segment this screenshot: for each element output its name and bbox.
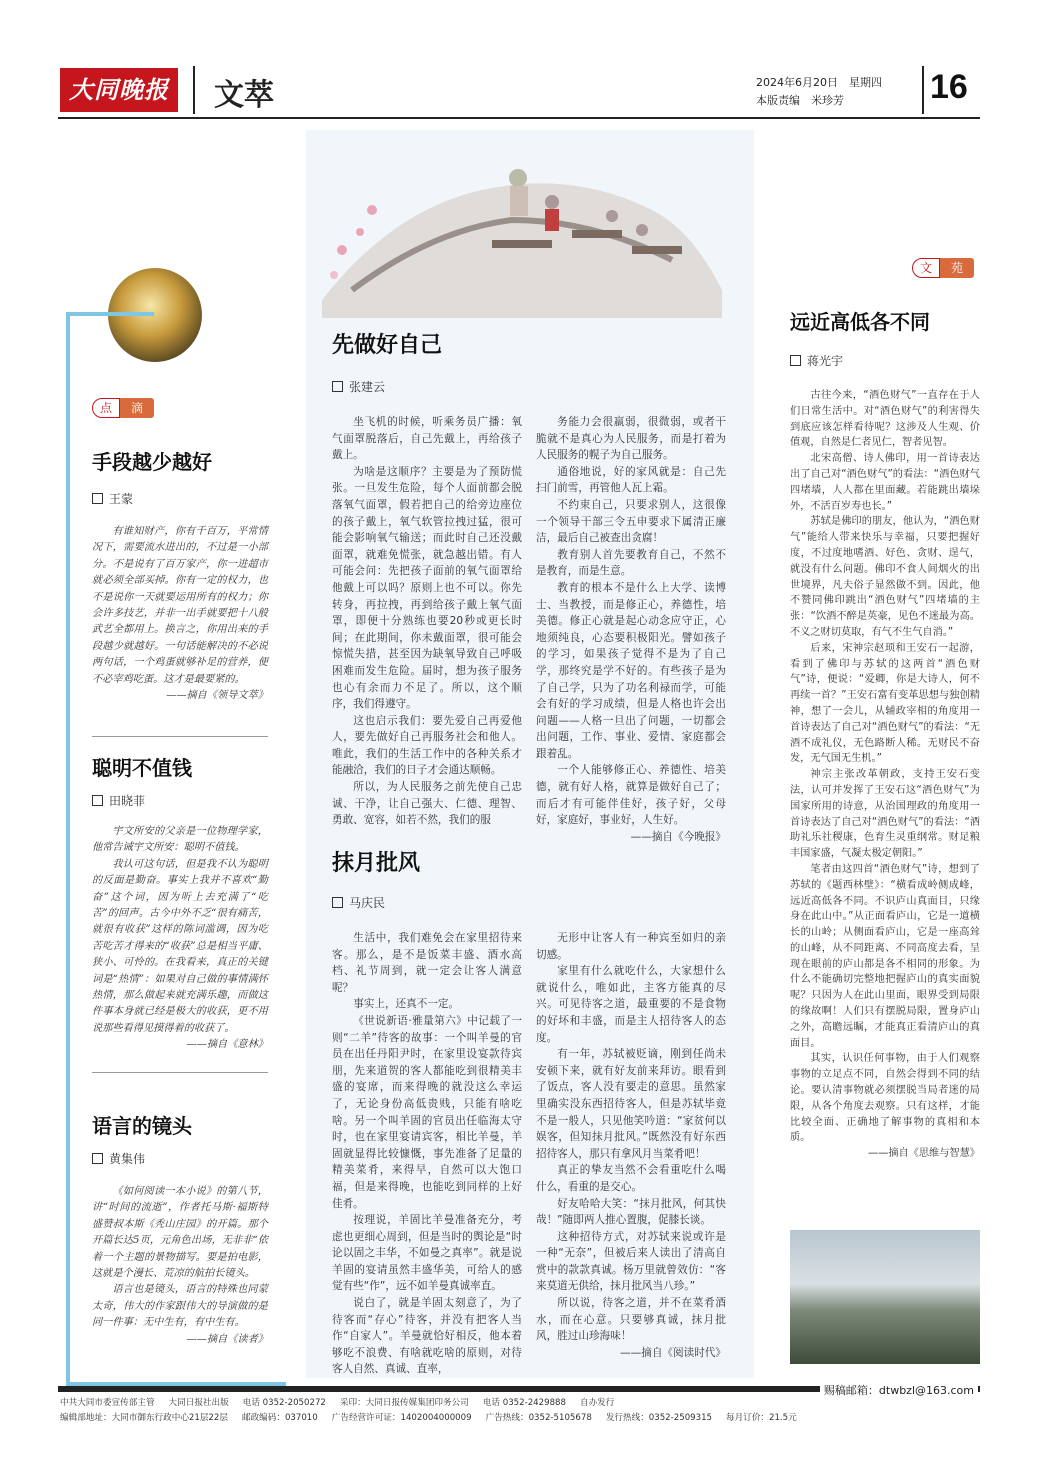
- article-title: 先做好自己: [332, 332, 443, 358]
- header-rule: [58, 117, 980, 119]
- article-title: 聪明不值钱: [92, 756, 192, 780]
- article-byline: 张建云: [332, 378, 385, 395]
- header-separator: [193, 66, 195, 114]
- article-byline: 田晓菲: [92, 792, 145, 809]
- article-byline: 黄集伟: [92, 1150, 145, 1167]
- page-number: 16: [930, 68, 968, 106]
- article-title: 抹月批风: [332, 850, 421, 876]
- article-title: 手段越少越好: [92, 450, 212, 474]
- article-title: 远近高低各不同: [790, 310, 930, 334]
- column-tag-dianzhi: 点 滴: [92, 398, 154, 418]
- article-byline: 马庆民: [332, 894, 385, 911]
- article-body-col1: 生活中，我们难免会在家里招待来客。那么，是不是饭菜丰盛、酒水高档、礼节周到，就一定会让客人满意呢？ 事实上，还真不一定。 《世说新语·雅量第六》中记载了一则“二羊”待客的故事：一个叫羊曼的官员在出任丹阳尹时，在家里设宴款待宾朋，先来道贺的客人都能吃到很精美丰盛的宴席，而来得晚的就没这么幸运了，无论身份高低贵贱，只能有啥吃啥。另一个叫羊固的官员出任临海太守时，也在家里宴请宾客，相比羊曼，羊固就显得比较慷慨，事先准备了足量的精美菜肴，来得早，自然可以大饱口福，但是来得晚，也能吃到同样的上好佳肴。 按理说，羊固比羊曼准备充分，考虑也更细心周到，但是当时的舆论是“时论以固之丰华，不如曼之真率”。就是说羊固的宴请虽然丰盛华美，可给人的感觉有些“作”，远不如羊曼真诚率直。 说白了，就是羊固太刻意了，为了待客而“存心”待客，并没有把客人当作“自家人”。羊曼就恰好相反，他本着够吃不浪费、有啥就吃啥的原则，对待客人自然、真诚、直率，: [332, 932, 522, 1376]
- contribution-email[interactable]: 赐稿邮箱：dtwbzl@163.com: [820, 1382, 978, 1398]
- article-divider: [92, 736, 268, 737]
- mountain-photo: [790, 1230, 980, 1364]
- article-body: 《如何阅读一本小说》的第八节，讲“时间的流逝”，作者托马斯·福斯特盛赞叔本斯《秃山庄园》的开篇。那个开篇长达5页，元角色出场，无非非“依着一个主题的景物描写。要是拍电影，这就是个漫长、荒凉的航拍长镜头。 语言也是镜头，语言的特殊也同蒙太奇，伟大的作家跟伟大的导演做的是同一件事：无中生有，有中生有。 ——摘自《读者》: [92, 1186, 268, 1345]
- article-divider: [92, 1072, 268, 1073]
- article-body: 古往今来，“酒色财气”一直存在于人们日常生活中。对“酒色财气”的利害得失到底应该怎样看待呢？这涉及人生观、价值观，自然是仁者见仁，智者见智。 北宋高僧、诗人佛印，用一首诗表达出了自己对“酒色财气”的看法：“酒色财气四堵墙，人人都在里面藏。若能跳出墙垛外，不活百岁寿也长。” 苏轼是佛印的朋友，他认为，“酒色财气”能给人带来快乐与幸福，只要把握好度，不过度地嗜酒、好色、贪财、逞气，就没有什么问题。佛印不食人间烟火的出世境界，凡夫俗子显然做不到。因此，他不赞同佛印跳出“酒色财气”四堵墙的主张：“饮酒不醉是英豪，见色不迷最为高。不义之财切莫取，有气不生气自消。” 后来，宋神宗赵顼和王安石一起游，看到了佛印与苏轼的这两首“酒色财气”诗，便说：“爱卿，你是大诗人，何不再续一首？”王安石富有变革思想与独创精神，想了一会儿，从辅政宰相的角度用一首诗表达了自己对“酒色财气”的看法：“无酒不成礼仪，无色路断人稀。无财民不奋发，无气国无生机。” 神宗主张改革朝政，支持王安石变法，认可并发挥了王安石这“酒色财气”为国家所用的诗意，从治国理政的角度用一首诗表达了自己对“酒色财气”的看法：“酒助礼乐社稷康，色育生灵重纲常。财足粮丰国家盛，气凝太极定朝阳。” 笔者由这四首“酒色财气”诗，想到了苏轼的《题西林壁》：“横看成岭侧成峰，远近高低各不同。不识庐山真面目，只缘身在此山中。”从正面看庐山，它是一道横长的山岭；从侧面看庐山，它是一座高耸的山峰，从不同距离、不同高度去看，呈现在眼前的庐山都是各不相同的形象。为什么不能确切完整地把握庐山的真实面貌呢？只因为人在此山里面，眼界受到局限的缘故啊！人们只有摆脱局限，置身庐山之外，高瞻远瞩，才能真正看清庐山的真面目。 其实，认识任何事物，由于人们观察事物的立足点不同，自然会得到不同的结论。要认清事物就必须摆脱当局者迷的局限，从各个角度去观察。只有这样，才能比较全面、正确地了解事物的真相和本质。 ——摘自《思维与智慧》: [790, 390, 980, 1160]
- article-body-col2: 务能力会很羸弱，很微弱，或者干脆就不是真心为人民服务，而是打着为人民服务的幌子为自己服务。 通俗地说，好的家风就是：自己先扫门前雪，再管他人瓦上霜。 不约束自己，只要求别人，这很像一个领导干部三令五申要求下属清正廉洁，最后自己被查出贪腐！ 教育别人首先要教育自己，不然不是教育，而是生意。 教育的根本不是什么上大学、读博士、当教授，而是修正心，养德性，培美德。修正心就是起心动念应守正，心地须纯良，心态要积极阳光。譬如孩子的学习，如果孩子觉得不是为了自己学，那终究是学不好的。有些孩子是为了自己学，只为了功名利禄而学，可能会有好的学习成绩，但是人格也许会出问题——人格一旦出了问题，一切都会出问题，工作、事业、爱情、家庭都会跟着乱。 一个人能够修正心、养德性、培美德，就有好人格，就算是做好自己了；而后才有可能伴佳好，孩子好，父母好，家庭好，事业好，人生好。 ——摘自《今晚报》: [536, 416, 726, 843]
- left-column-frame: [66, 312, 70, 1384]
- article-body: 宇文所安的父亲是一位物理学家，他常告诫宇文所安：聪明不值钱。 我认可这句话，但是我不认为聪明的反面是勤奋。事实上我并不喜欢“勤奋”这个词，因为听上去充满了“吃苦”的回声。古今中外不乏“很有痛苦，就很有收获”这样的陈词滥调，因为吃苦吃苦才得来的“收获”总是相当平庸、狭小、可怜的。在我看来，真正的关键词是“热情”：如果对自己做的事情满怀热情，那么做起来就充满乐趣，而做这件事本身就已经是极大的收获，更不用说那些看得见摸得着的收获了。 ——摘自《意林》: [92, 826, 268, 1051]
- section-title: 文萃: [214, 78, 274, 113]
- article-body-col2: 无形中让客人有一种宾至如归的亲切感。 家里有什么就吃什么，大家想什么就说什么，唯如此，主客方能真的尽兴。可见待客之道，最重要的不是食物的好坏和丰盛，而是主人招待客人的态度。 有一年，苏轼被贬谪，刚到任尚未安顿下来，就有好友前来拜访。眼看到了饭点，客人没有要走的意思。虽然家里确实没东西招待客人，但是苏轼毕竟不是一般人，只见他笑吟道：“家贫何以娱客，但知抹月批风。”既然没有好东西招待客人，那只有拿风月当菜肴吧！ 真正的挚友当然不会看重吃什么喝什么，看重的是交心。 好友哈哈大笑：“抹月批风，何其快哉！”随即两人推心置腹，促膝长谈。 这种招待方式，对苏轼来说或许是一种“无奈”，但被后来人读出了清高自赏中的款款真诚。杨万里就曾效仿：“客来莫道无供给，抹月批风当八珍。” 所以说，待客之道，并不在菜肴酒水，而在心意。只要够真诚，抹月批风，胜过山珍海味！ ——摘自《阅读时代》: [536, 932, 726, 1359]
- article-title: 语言的镜头: [92, 1114, 192, 1138]
- left-column-frame-top: [66, 312, 154, 316]
- article-byline: 王蒙: [92, 490, 133, 507]
- article-byline: 蒋光宇: [790, 352, 843, 369]
- page-editor: 本版责编 米珍芳: [756, 94, 844, 107]
- article-body: 有谁知财产，你有千百万，平常情况下，需要流水进出的，不过是一小部分。不是说有了百万家产，你一进超市就必须全部买掉。你有一定的权力，也不是说你一天就要运用所有的权力；你会许多技艺，并非一出手就要把十八般武艺全都用上。换言之，你用出来的手段越少就越好。一句话能解决的不必说两句话，一个鸡蛋就够补足的营养，便不必宰鸡吃蛋。这才是最要紧的。 ——摘自《领导文萃》: [92, 526, 268, 702]
- page-number-divider: [922, 66, 924, 114]
- article-body-col1: 坐飞机的时候，听乘务员广播：氧气面罩脱落后，自己先戴上，再给孩子戴上。 为啥是这顺序？主要是为了预防慌张。一旦发生危险，每个人面前都会脱落氧气面罩，假若把自己的给旁边座位的孩子戴上，氧气软管拉拽过猛，很可能会影响氧气输送；而此时自己还没戴面罩，就难免慌张，就急越出错。有人可能会问：先把孩子面前的氧气面罩给他戴上可以吗？原则上也不可以。你先转身，再拉拽，再到给孩子戴上氧气面罩，即便十分熟练也要20秒或更长时间；在此期间，你未戴面罩，很可能会惊慌失措，甚至因为缺氧导致自己呼吸困难而发生危险。届时，想为孩子服务也心有余而力不足了。所以，这个顺序，我们得遵守。 这也启示我们：要先爱自己再爱他人，要先做好自己再服务社会和他人。唯此，我们的生活工作中的各种关系才能融洽，我们的日子才会通达顺畅。 所以，为人民服务之前先使自己忠诚、干净，让自己强大、仁德、理智、勇敢、宽容，如若不然，我们的服: [332, 416, 522, 827]
- ink-painting-image: [312, 150, 732, 318]
- column-tag-wenyuan: 文 苑: [912, 258, 974, 278]
- footer-info: 中共大同市委宣传部主管 大同日报社出版 电话 0352-2050272 采印：大同日报传媒集团印务公司 电话 0352-2429888 自办发行 编辑部地址：大同市御东行政中心21层22层 邮政编码：037010 广告经营许可证：1402004000009 广告热线：0352-5105678 发行热线：0352-2509315 每月订价：21.5元: [60, 1398, 797, 1423]
- issue-date: 2024年6月20日 星期四: [756, 76, 882, 89]
- newspaper-logo: 大同晚报: [60, 68, 178, 112]
